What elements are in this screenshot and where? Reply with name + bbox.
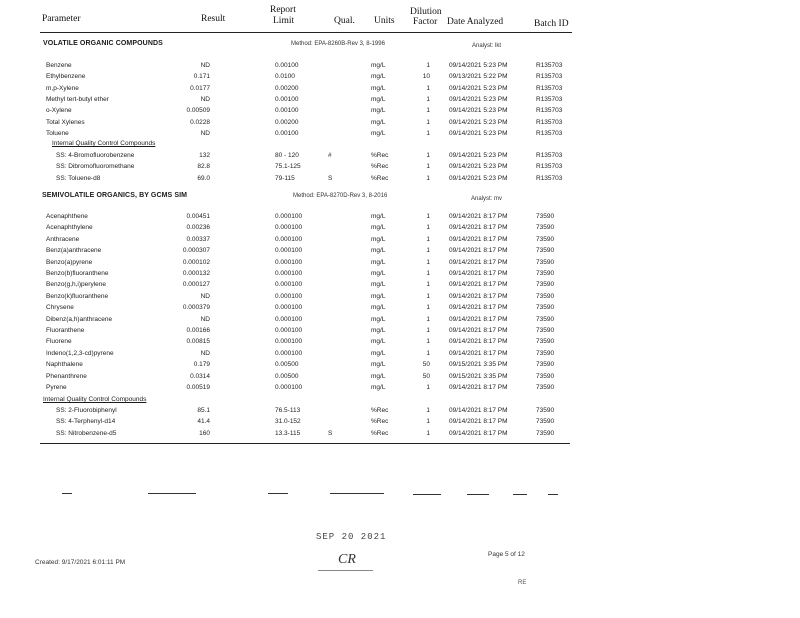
date-analyzed-cell: 09/14/2021 8:17 PM	[449, 349, 508, 357]
result-cell: 0.000307	[182, 247, 210, 255]
parameter-cell: m,p-Xylene	[46, 84, 79, 92]
result-cell: ND	[200, 62, 210, 69]
units-cell: %Rec	[371, 152, 389, 159]
parameter-cell: Fluorene	[46, 338, 72, 346]
svoc-surrogate-title: Internal Quality Control Compounds	[43, 396, 147, 403]
header-units: Units	[374, 16, 395, 26]
result-cell: ND	[200, 292, 210, 300]
table-row	[0, 304, 800, 315]
report-limit-cell: 0.000100	[275, 315, 303, 323]
batch-id-cell: 73590	[536, 304, 555, 312]
batch-id-cell: R135703	[536, 95, 563, 103]
dilution-cell: 1	[426, 292, 430, 300]
result-cell: 0.000127	[182, 281, 210, 289]
report-limit-cell: 0.000100	[275, 235, 303, 243]
batch-id-cell: R135703	[536, 107, 563, 115]
units-cell: mg/L	[371, 224, 386, 232]
units-cell: mg/L	[371, 107, 386, 115]
result-cell: 0.00815	[186, 338, 210, 346]
table-row	[0, 236, 800, 247]
result-cell: 0.00337	[186, 235, 210, 243]
report-limit-cell: 31.0-152	[275, 418, 301, 426]
scan-mark	[62, 493, 72, 494]
units-cell: mg/L	[371, 327, 386, 334]
parameter-cell: SS: 2-Fluorobiphenyl	[56, 407, 117, 414]
units-cell: mg/L	[371, 73, 386, 81]
table-row	[0, 384, 800, 395]
parameter-cell: Anthracene	[46, 235, 80, 243]
scan-mark	[548, 494, 558, 495]
result-cell: 0.0177	[190, 84, 210, 92]
svoc-section-title: SEMIVOLATILE ORGANICS, BY GCMS SIM	[42, 192, 188, 199]
result-cell: 0.0314	[190, 372, 210, 380]
dilution-cell: 1	[426, 224, 430, 232]
date-analyzed-cell: 09/14/2021 5:23 PM	[449, 107, 508, 115]
parameter-cell: SS: Toluene-d8	[56, 174, 101, 182]
svoc-analyst: Analyst: mv	[471, 196, 503, 202]
report-limit-cell: 0.000100	[275, 292, 303, 300]
report-limit-cell: 75.1-125	[275, 163, 301, 171]
header-factor: Factor	[413, 17, 438, 27]
batch-id-cell: R135703	[536, 84, 563, 92]
report-limit-cell: 0.00100	[275, 95, 299, 103]
date-analyzed-cell: 09/14/2021 8:17 PM	[449, 281, 508, 289]
table-row	[0, 152, 800, 163]
date-analyzed-cell: 09/14/2021 8:17 PM	[449, 418, 508, 426]
report-limit-cell: 79-115	[275, 174, 295, 182]
table-row	[0, 119, 800, 130]
units-cell: mg/L	[371, 258, 386, 266]
qualifier-cell: S	[328, 174, 333, 182]
parameter-cell: Benzo(a)pyrene	[46, 258, 93, 266]
units-cell: mg/L	[371, 304, 386, 312]
units-cell: mg/L	[371, 270, 386, 277]
table-row	[0, 338, 800, 349]
report-limit-cell: 0.00100	[275, 107, 299, 115]
parameter-cell: Pyrene	[46, 384, 67, 391]
header-report: Report	[270, 5, 296, 15]
parameter-cell: SS: Nitrobenzene-d5	[56, 429, 117, 437]
header-parameter: Parameter	[42, 14, 81, 24]
signature: CR	[338, 552, 356, 567]
date-analyzed-cell: 09/14/2021 8:17 PM	[449, 235, 508, 243]
report-limit-cell: 0.000100	[275, 258, 303, 266]
batch-id-cell: 73590	[536, 407, 555, 414]
report-limit-cell: 76.5-113	[275, 407, 301, 414]
result-cell: ND	[200, 129, 210, 137]
units-cell: %Rec	[371, 163, 389, 171]
dilution-cell: 1	[426, 235, 430, 243]
units-cell: mg/L	[371, 361, 386, 369]
qualifier-cell: S	[328, 429, 333, 437]
result-cell: ND	[200, 315, 210, 323]
dilution-cell: 1	[426, 152, 430, 159]
parameter-cell: Acenaphthene	[46, 213, 88, 220]
dilution-cell: 1	[426, 407, 430, 414]
header-limit: Limit	[273, 16, 295, 26]
batch-id-cell: R135703	[536, 152, 563, 159]
result-cell: 0.00519	[186, 384, 210, 391]
report-limit-cell: 0.00100	[275, 129, 299, 137]
report-limit-cell: 80 - 120	[275, 152, 299, 159]
batch-id-cell: 73590	[536, 429, 555, 437]
dilution-cell: 50	[422, 372, 430, 380]
table-row	[0, 73, 800, 84]
batch-id-cell: 73590	[536, 338, 555, 346]
parameter-cell: Naphthalene	[46, 361, 83, 369]
scan-mark	[467, 494, 489, 495]
batch-id-cell: 73590	[536, 270, 555, 277]
scan-mark	[513, 494, 527, 495]
report-limit-cell: 0.00500	[275, 372, 299, 380]
table-row	[0, 213, 800, 224]
parameter-cell: Benzo(k)fluoranthene	[46, 292, 109, 300]
dilution-cell: 1	[426, 84, 430, 92]
result-cell: 0.00451	[186, 213, 210, 220]
dilution-cell: 1	[426, 174, 430, 182]
header-dilution: Dilution	[410, 7, 442, 17]
parameter-cell: Benzo(b)fluoranthene	[46, 270, 109, 277]
batch-id-cell: 73590	[536, 224, 555, 232]
dilution-cell: 1	[426, 270, 430, 277]
batch-id-cell: 73590	[536, 361, 555, 369]
units-cell: %Rec	[371, 174, 389, 182]
parameter-cell: o-Xylene	[46, 107, 72, 115]
units-cell: %Rec	[371, 407, 389, 414]
scan-mark	[148, 493, 196, 494]
dilution-cell: 1	[426, 384, 430, 391]
units-cell: mg/L	[371, 62, 386, 69]
result-cell: 132	[199, 152, 210, 159]
table-row	[0, 247, 800, 258]
dilution-cell: 1	[426, 163, 430, 171]
report-limit-cell: 0.000100	[275, 349, 303, 357]
voc-method: Method: EPA-8260B-Rev 3, 8-1996	[291, 41, 385, 47]
dilution-cell: 1	[426, 429, 430, 437]
table-row	[0, 175, 800, 186]
table-row	[0, 163, 800, 174]
units-cell: mg/L	[371, 315, 386, 323]
dilution-cell: 10	[422, 73, 430, 81]
parameter-cell: SS: Dibromofluoromethane	[56, 163, 135, 171]
received-stamp: SEP 20 2021	[316, 532, 387, 542]
parameter-cell: Ethylbenzene	[46, 73, 86, 81]
date-analyzed-cell: 09/14/2021 8:17 PM	[449, 429, 508, 437]
result-cell: 160	[199, 429, 210, 437]
dilution-cell: 1	[426, 213, 430, 220]
created-timestamp: Created: 9/17/2021 6:01:11 PM	[35, 559, 126, 566]
batch-id-cell: R135703	[536, 129, 563, 137]
svoc-method: Method: EPA-8270D-Rev 3, 8-2016	[293, 193, 388, 199]
dilution-cell: 1	[426, 247, 430, 255]
report-limit-cell: 0.0100	[275, 73, 295, 81]
batch-id-cell: R135703	[536, 118, 563, 126]
batch-id-cell: 73590	[536, 372, 555, 380]
date-analyzed-cell: 09/14/2021 5:23 PM	[449, 95, 508, 103]
date-analyzed-cell: 09/14/2021 8:17 PM	[449, 258, 508, 266]
dilution-cell: 1	[426, 327, 430, 334]
voc-surrogate-title: Internal Quality Control Compounds	[52, 140, 156, 147]
parameter-cell: SS: 4-Bromofluorobenzene	[56, 152, 135, 159]
parameter-cell: Acenaphthylene	[46, 224, 93, 232]
table-row	[0, 316, 800, 327]
result-cell: 0.171	[193, 73, 210, 81]
table-row	[0, 281, 800, 292]
report-limit-cell: 0.000100	[275, 338, 303, 346]
dilution-cell: 1	[426, 62, 430, 69]
result-cell: 0.00166	[186, 327, 210, 334]
table-row	[0, 430, 800, 441]
report-limit-cell: 0.000100	[275, 327, 303, 334]
table-row	[0, 96, 800, 107]
dilution-cell: 1	[426, 95, 430, 103]
table-row	[0, 350, 800, 361]
date-analyzed-cell: 09/13/2021 5:22 PM	[449, 73, 508, 81]
parameter-cell: Chrysene	[46, 304, 74, 312]
date-analyzed-cell: 09/14/2021 8:17 PM	[449, 247, 508, 255]
batch-id-cell: 73590	[536, 247, 555, 255]
parameter-cell: Total Xylenes	[46, 118, 85, 126]
report-limit-cell: 0.000100	[275, 224, 303, 232]
date-analyzed-cell: 09/14/2021 5:23 PM	[449, 62, 508, 69]
page-number: Page 5 of 12	[488, 551, 525, 558]
report-limit-cell: 0.000100	[275, 247, 303, 255]
table-row	[0, 373, 800, 384]
batch-id-cell: 73590	[536, 281, 555, 289]
parameter-cell: Phenanthrene	[46, 372, 87, 380]
batch-id-cell: 73590	[536, 292, 555, 300]
scan-mark	[413, 494, 441, 495]
table-row	[0, 85, 800, 96]
report-limit-cell: 0.000100	[275, 213, 303, 220]
qualifier-cell: #	[328, 152, 332, 159]
units-cell: mg/L	[371, 372, 386, 380]
units-cell: mg/L	[371, 338, 386, 346]
corner-mark: RE	[518, 580, 527, 586]
date-analyzed-cell: 09/15/2021 3:35 PM	[449, 361, 508, 369]
report-limit-cell: 0.00200	[275, 118, 299, 126]
date-analyzed-cell: 09/14/2021 5:23 PM	[449, 118, 508, 126]
units-cell: %Rec	[371, 418, 389, 426]
units-cell: mg/L	[371, 84, 386, 92]
result-cell: 0.000102	[182, 258, 210, 266]
parameter-cell: Fluoranthene	[46, 327, 85, 334]
parameter-cell: Benzo(g,h,i)perylene	[46, 281, 106, 289]
date-analyzed-cell: 09/14/2021 8:17 PM	[449, 304, 508, 312]
batch-id-cell: 73590	[536, 213, 555, 220]
dilution-cell: 1	[426, 338, 430, 346]
header-result: Result	[201, 14, 226, 24]
batch-id-cell: 73590	[536, 258, 555, 266]
result-cell: 0.00509	[186, 107, 210, 115]
result-cell: 0.00236	[186, 224, 210, 232]
batch-id-cell: R135703	[536, 174, 563, 182]
table-row	[0, 293, 800, 304]
units-cell: mg/L	[371, 384, 386, 391]
date-analyzed-cell: 09/14/2021 8:17 PM	[449, 270, 508, 277]
report-limit-cell: 0.000100	[275, 281, 303, 289]
date-analyzed-cell: 09/14/2021 8:17 PM	[449, 384, 508, 391]
table-row	[0, 418, 800, 429]
table-row	[0, 107, 800, 118]
parameter-cell: Benzene	[46, 62, 72, 69]
header-batch-id: Batch ID	[534, 19, 569, 29]
parameter-cell: Dibenz(a,h)anthracene	[46, 315, 113, 323]
units-cell: mg/L	[371, 95, 386, 103]
units-cell: mg/L	[371, 349, 386, 357]
result-cell: 82.8	[197, 163, 210, 171]
batch-id-cell: R135703	[536, 73, 563, 81]
scan-mark	[268, 493, 288, 494]
voc-section-title: VOLATILE ORGANIC COMPOUNDS	[43, 40, 163, 47]
batch-id-cell: 73590	[536, 327, 555, 334]
date-analyzed-cell: 09/14/2021 8:17 PM	[449, 327, 508, 334]
dilution-cell: 1	[426, 258, 430, 266]
parameter-cell: Toluene	[46, 129, 69, 137]
units-cell: mg/L	[371, 118, 386, 126]
dilution-cell: 1	[426, 418, 430, 426]
dilution-cell: 50	[422, 361, 430, 369]
date-analyzed-cell: 09/15/2021 3:35 PM	[449, 372, 508, 380]
report-limit-cell: 0.00100	[275, 62, 299, 69]
result-cell: 0.000379	[182, 304, 210, 312]
report-limit-cell: 0.00200	[275, 84, 299, 92]
date-analyzed-cell: 09/14/2021 8:17 PM	[449, 292, 508, 300]
result-cell: 0.0228	[190, 118, 210, 126]
batch-id-cell: 73590	[536, 315, 555, 323]
table-row	[0, 270, 800, 281]
dilution-cell: 1	[426, 129, 430, 137]
dilution-cell: 1	[426, 281, 430, 289]
units-cell: mg/L	[371, 129, 386, 137]
date-analyzed-cell: 09/14/2021 5:23 PM	[449, 163, 508, 171]
table-row	[0, 224, 800, 235]
report-limit-cell: 13.3-115	[275, 429, 301, 437]
date-analyzed-cell: 09/14/2021 5:23 PM	[449, 174, 508, 182]
header-qual: Qual.	[334, 16, 355, 26]
date-analyzed-cell: 09/14/2021 8:17 PM	[449, 213, 508, 220]
dilution-cell: 1	[426, 304, 430, 312]
report-limit-cell: 0.000100	[275, 270, 303, 277]
batch-id-cell: 73590	[536, 418, 555, 426]
batch-id-cell: R135703	[536, 62, 563, 69]
table-row	[0, 361, 800, 372]
batch-id-cell: 73590	[536, 235, 555, 243]
dilution-cell: 1	[426, 107, 430, 115]
table-row	[0, 327, 800, 338]
report-limit-cell: 0.000100	[275, 304, 303, 312]
report-limit-cell: 0.00500	[275, 361, 299, 369]
dilution-cell: 1	[426, 315, 430, 323]
signature-line	[318, 570, 373, 571]
dilution-cell: 1	[426, 349, 430, 357]
table-row	[0, 407, 800, 418]
date-analyzed-cell: 09/14/2021 8:17 PM	[449, 315, 508, 323]
date-analyzed-cell: 09/14/2021 8:17 PM	[449, 338, 508, 346]
dilution-cell: 1	[426, 118, 430, 126]
units-cell: mg/L	[371, 292, 386, 300]
batch-id-cell: 73590	[536, 349, 555, 357]
units-cell: %Rec	[371, 429, 389, 437]
batch-id-cell: 73590	[536, 384, 555, 391]
parameter-cell: SS: 4-Terphenyl-d14	[56, 418, 116, 426]
parameter-cell: Methyl tert-butyl ether	[46, 95, 109, 103]
result-cell: ND	[200, 95, 210, 103]
date-analyzed-cell: 09/14/2021 8:17 PM	[449, 407, 508, 414]
result-cell: ND	[200, 349, 210, 357]
date-analyzed-cell: 09/14/2021 5:23 PM	[449, 84, 508, 92]
result-cell: 0.000132	[182, 270, 210, 277]
parameter-cell: Benz(a)anthracene	[46, 247, 102, 255]
scan-mark	[330, 493, 384, 494]
date-analyzed-cell: 09/14/2021 5:23 PM	[449, 129, 508, 137]
date-analyzed-cell: 09/14/2021 8:17 PM	[449, 224, 508, 232]
units-cell: mg/L	[371, 213, 386, 220]
table-bottom-rule	[40, 443, 570, 444]
header-date-analyzed: Date Analyzed	[447, 17, 504, 27]
result-cell: 41.4	[197, 418, 210, 426]
result-cell: 0.179	[193, 361, 210, 369]
date-analyzed-cell: 09/14/2021 5:23 PM	[449, 152, 508, 159]
table-row	[0, 62, 800, 73]
result-cell: 69.0	[197, 174, 210, 182]
report-limit-cell: 0.000100	[275, 384, 303, 391]
header-rule	[40, 32, 572, 33]
table-row	[0, 259, 800, 270]
units-cell: mg/L	[371, 281, 386, 289]
parameter-cell: Indeno(1,2,3-cd)pyrene	[46, 349, 114, 357]
units-cell: mg/L	[371, 235, 386, 243]
units-cell: mg/L	[371, 247, 386, 255]
result-cell: 85.1	[197, 407, 210, 414]
voc-analyst: Analyst: lkt	[472, 43, 502, 49]
batch-id-cell: R135703	[536, 163, 563, 171]
